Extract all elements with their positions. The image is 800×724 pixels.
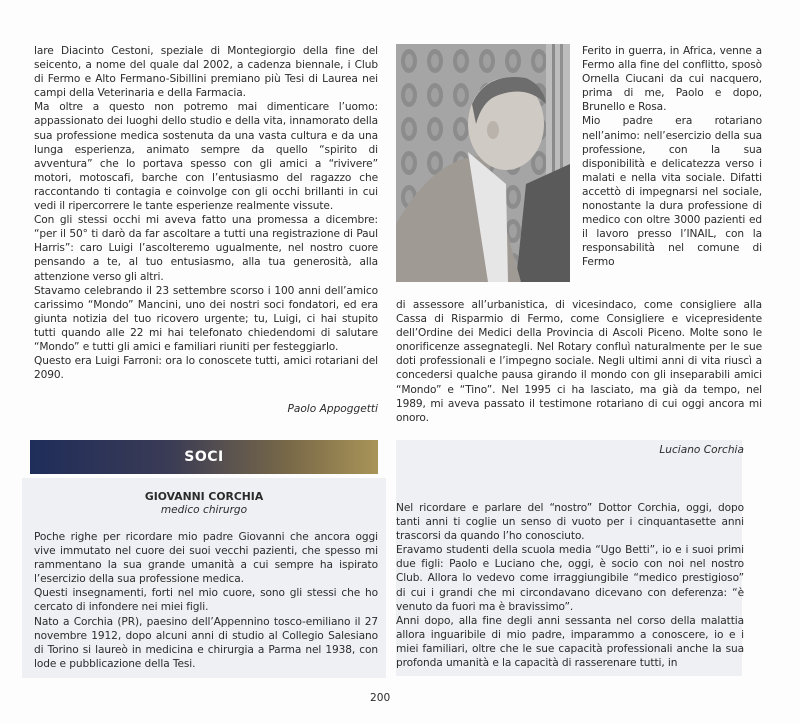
paragraph: Poche righe per ricordare mio padre Giovanni che ancora oggi vive immutato nel cuore dei suoi vecchi pazienti, che spesso mi rammentano la sua grande umanità a cui sempre ha ispirato l’esercizio della sua professione medica. (34, 531, 378, 586)
article-top-right-wide (396, 298, 762, 425)
paragraph: lare Diacinto Cestoni, speziale di Montegiorgio della fine del seicento, a nome del quale dal 2002, a cadenza biennale, i Club di Fermo e Alto Fermano-Sibillini premiano più Tesi di Laurea nei campi della Veterinaria e della Farmacia. (34, 45, 378, 100)
signature-luciano-corchia: Luciano Corchia (659, 444, 744, 456)
paragraph: Ma oltre a questo non potremo mai dimenticare l’uomo: appassionato dei luoghi dello studio e della vita, innamorato della sua professione medica sostenuta da una vasta cultura e da una lunga esperienza, animato sempre da quello “spirito di avventura” che lo portava spesso con gli amici a “rivivere” motori, motoscafi, barche con l’entusiasmo del ragazzo che raccontando ti contagia e coinvolge con gli occhi brillanti in cui vedi il ripercorrere le tante esperienze realmente vissute. (34, 101, 378, 213)
paragraph: di assessore all’urbanistica, di vicesindaco, come consigliere alla Cassa di Risparmio di Fermo, come Consigliere e vicepresidente dell’Ordine dei Medici della Provincia di Ascoli Piceno. Molte sono le onorificenze assegnategli. Nel Rotary confluì naturalmente per le sue doti professionali e l’impegno sociale. Negli ultimi anni di vita riuscì a concedersi qualche pausa girando il mondo con gli inseparabili amici “Mondo” e “Tino”. Nel 1995 ci ha lasciato, ma già da tempo, nel 1989, mi aveva passato il testimone rotariano di cui oggi ancora mi onoro. (396, 299, 762, 424)
member-role: medico chirurgo (160, 504, 248, 516)
article-top-right-narrow (582, 44, 762, 270)
paragraph: Mio padre era rotariano nell’animo: nell’esercizio della sua professione, con la sua disponibilità e delicatezza verso i malati e nella vita sociale. Difatti accettò di impegnarsi nel sociale, nonostante la dura professione di medico con oltre 3000 pazienti ed il lavoro presso l’INAIL, con la responsabilità nel comune di Fermo (582, 115, 762, 269)
paragraph: Questo era Luigi Farroni: ora lo conoscete tutti, amici rotariani del 2090. (34, 355, 378, 382)
member-name: GIOVANNI CORCHIA (144, 490, 264, 503)
article-bottom-right (396, 501, 744, 670)
article-bottom-left (34, 530, 378, 671)
signature-paolo-appoggetti: Paolo Appoggetti (287, 403, 378, 415)
portrait-photo-icon (396, 44, 570, 282)
paragraph: Anni dopo, alla fine degli anni sessanta nel corso della malattia allora inguaribile di mio padre, imparammo a conoscere, io e i miei familiari, oltre che le sue capacità professionali anche la sua profonda umanità e la capacità di rasserenare tutti, in (396, 614, 744, 670)
paragraph: Ferito in guerra, in Africa, venne a Fermo alla fine del conflitto, sposò Ornella Ciucani da cui nacquero, prima di me, Paolo e dopo, Brunello e Rosa. (582, 45, 762, 114)
article-top-left (34, 44, 378, 382)
paragraph: Stavamo celebrando il 23 settembre scorso i 100 anni dell’amico carissimo “Mondo” Mancini, uno dei nostri soci fondatori, ed era giunta notizia del tuo ricovero urgente; tu, Luigi, ci hai stupito tutti quando alle 22 mi hai telefonato chiedendomi di salutare “Mondo” e tutti gli amici e familiari riuniti per festeggiarlo. (34, 284, 378, 353)
portrait-illustration (396, 44, 570, 282)
page-number: 200 (370, 692, 391, 704)
paragraph: Eravamo studenti della scuola media “Ugo Betti”, io e i suoi primi due figli: Paolo e Luciano che, oggi, è socio con noi nel nostro Club. Allora lo vedevo come irraggiungibile “medico prestigioso” di cui i grandi che mi circondavano dicevano con deferenza: “è venuto da fuori ma è bravissimo”. (396, 544, 744, 613)
section-header-soci: SOCI (30, 440, 378, 474)
paragraph: Nel ricordare e parlare del “nostro” Dottor Corchia, oggi, dopo tanti anni ti coglie un senso di vuoto per i cinquantasette anni trascorsi da quando l’ho conosciuto. (396, 502, 744, 543)
paragraph: Con gli stessi occhi mi aveva fatto una promessa a dicembre: “per il 50° ti darò da far ascoltare a tutti una registrazione di Paul Harris”: caro Luigi l’ascolteremo ugualmente, nel nostro cuore pensando a te, al tuo entusiasmo, alla tua generosità, alla attenzione verso gli altri. (34, 214, 378, 283)
paragraph: Questi insegnamenti, forti nel mio cuore, sono gli stessi che ho cercato di infondere nei miei figli. (34, 587, 378, 614)
paragraph: Nato a Corchia (PR), paesino dell’Appennino tosco-emiliano il 27 novembre 1912, dopo alcuni anni di studio al Collegio Salesiano di Torino si laureò in medicina e chirurgia a Parma nel 1938, con lode e pubblicazione della Tesi. (34, 615, 378, 670)
